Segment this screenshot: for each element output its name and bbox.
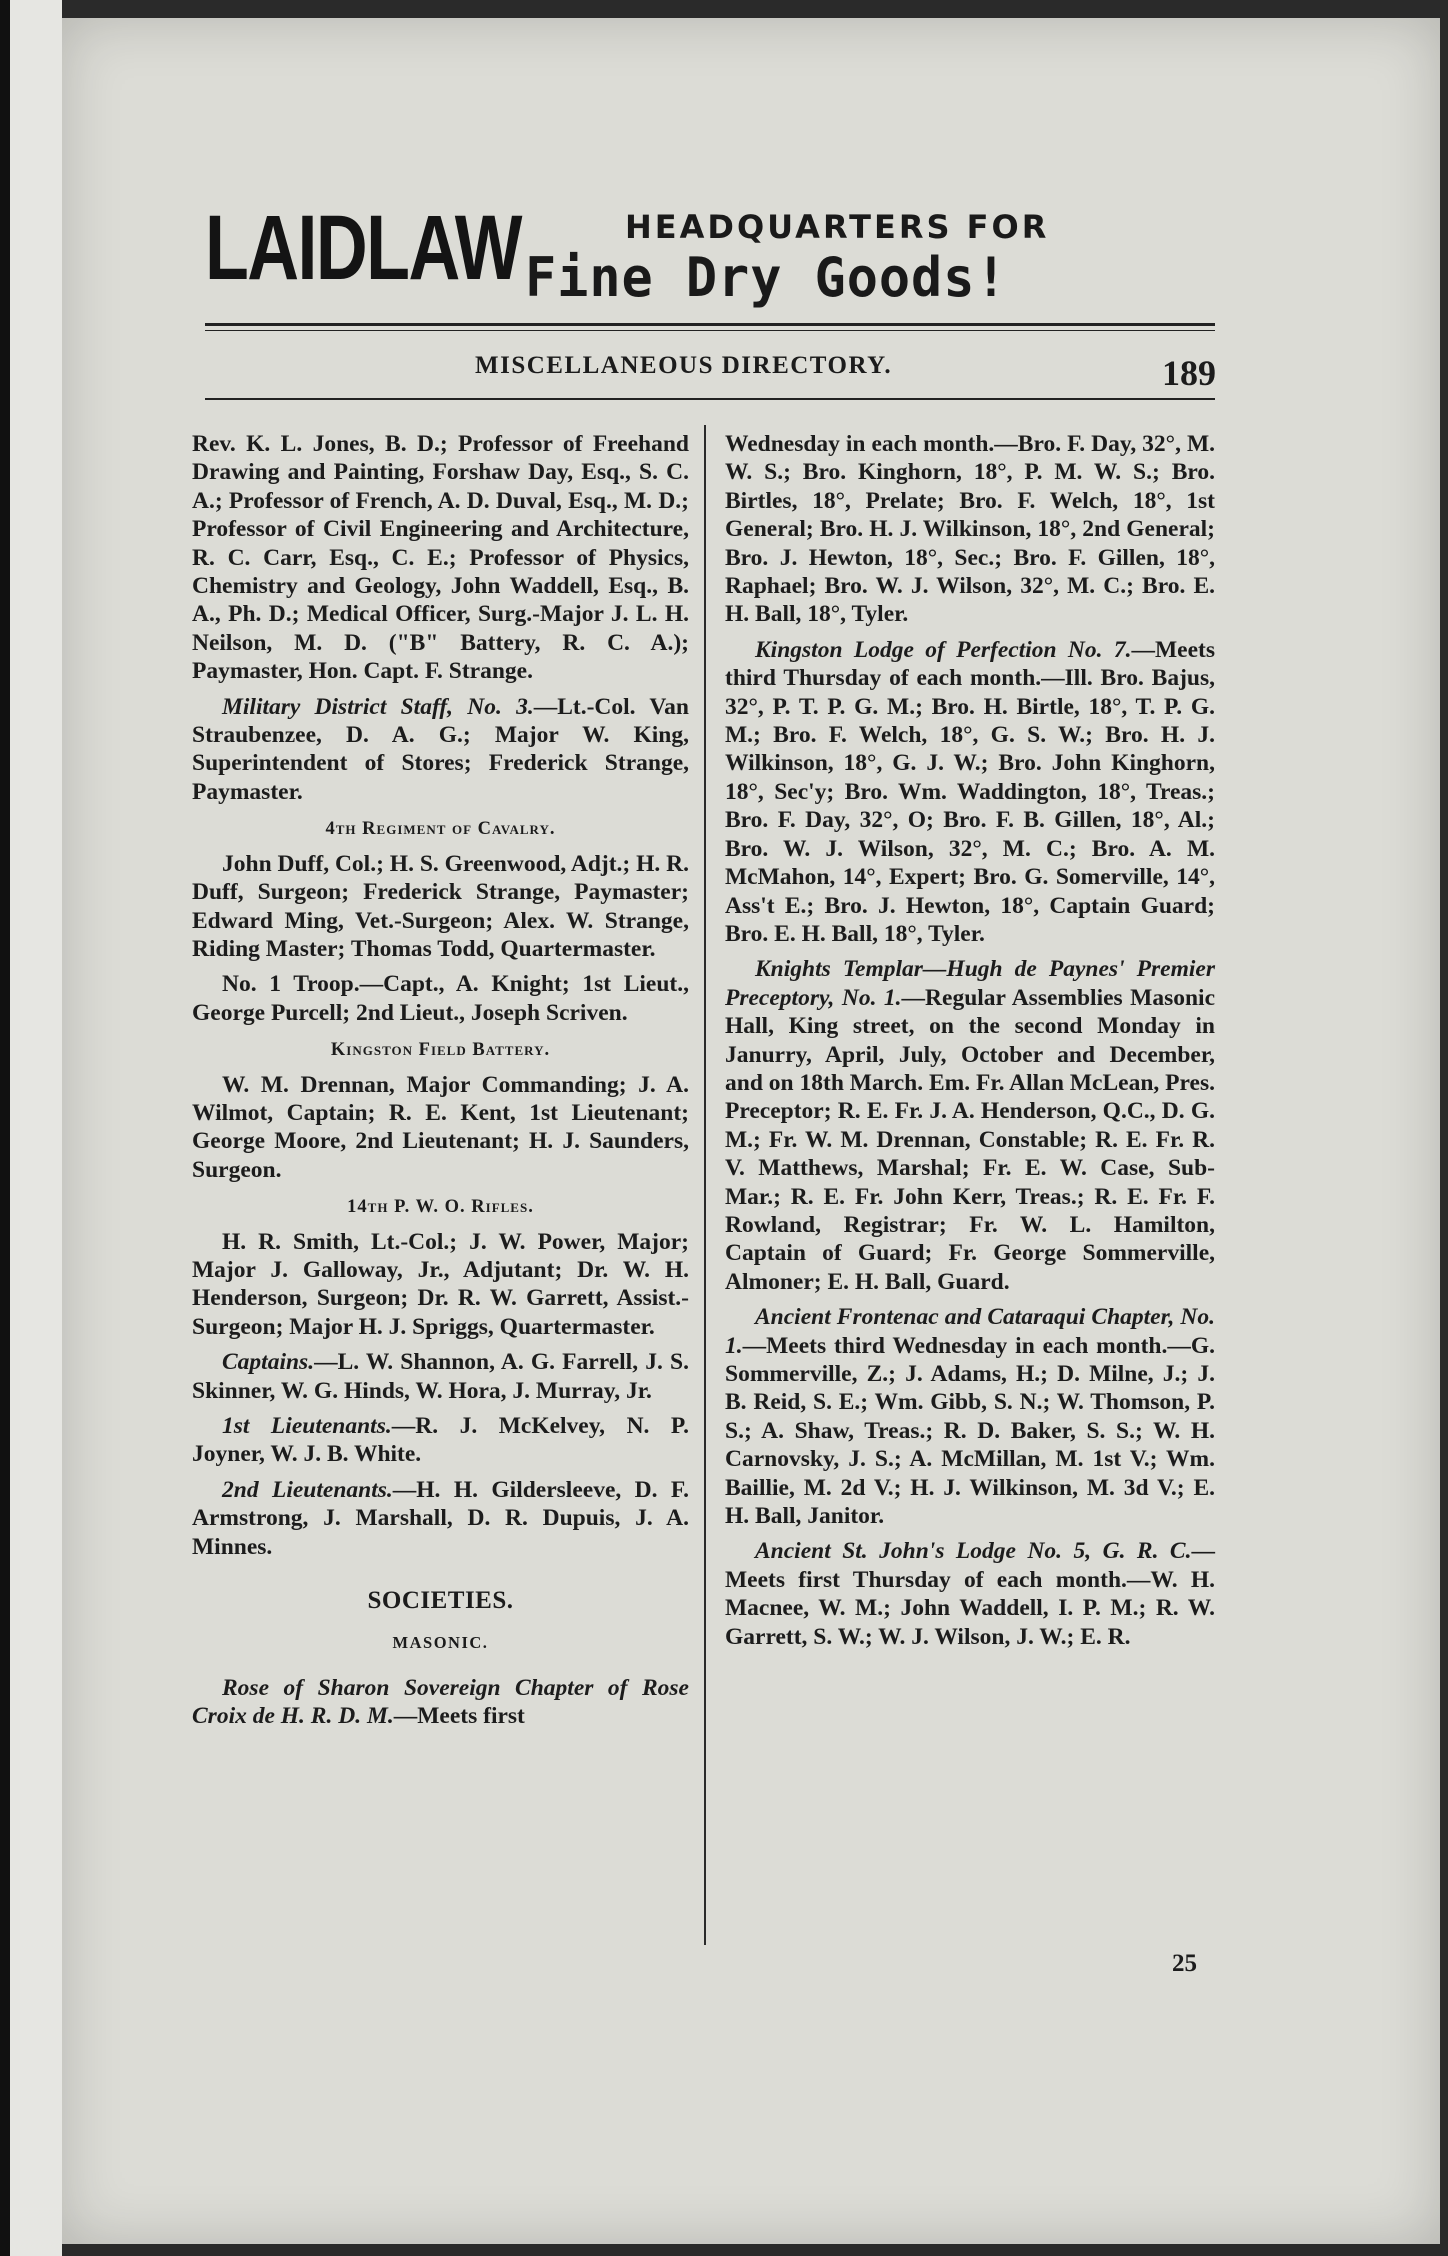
book-spine-edge <box>0 0 10 2256</box>
entry-title: Knights Templar—Hugh de Paynes' Premier Preceptory, No. 1. <box>725 956 1215 1011</box>
directory-entry <box>725 1537 1215 1651</box>
left-column <box>192 430 689 1738</box>
directory-entry: John Duff, Col.; H. S. Greenwood, Adjt.; H. R. Duff, Surgeon; Frederick Strange, Paymaster; Edward Ming, Vet.-Surgeon; Alex. W. Strange, Riding Master; Thomas Todd, Quartermaster. <box>192 850 689 962</box>
facing-page-edge <box>10 0 62 2256</box>
directory-entry <box>192 1348 689 1405</box>
entry-text: —Lt.-Col. Van Straubenzee, D. A. G.; Major W. King, Superintendent of Stores; Frederick Strange, Paymaster. <box>192 693 689 805</box>
ad-tagline-top: HEADQUARTERS FOR <box>625 208 1050 246</box>
entry-title: Ancient St. John's Lodge No. 5, G. R. C. <box>755 1538 1192 1565</box>
masonic-heading: MASONIC. <box>392 1633 489 1653</box>
header-rule-bottom <box>205 398 1215 400</box>
entry-text: —Regular Assemblies Masonic Hall, King street, on the second Monday in Janurry, April, July, October and December, and on 18th March. Em. Fr. Allan McLean, Pres. Preceptor; R. E. Fr. J. A. Henderson, Q.C., D. G. M.; Fr. W. M. Drennan, Constable; R. E. Fr. R. V. Matthews, Marshal; Fr. E. W. Case, Sub-Mar.; R. E. Fr. John Kerr, Treas.; R. E. Fr. F. Rowland, Registrar; Fr. W. L. Hamilton, Captain of Guard; Fr. George Sommerville, Almoner; E. H. Ball, Guard. <box>725 984 1215 1295</box>
directory-entry: Wednesday in each month.—Bro. F. Day, 32°, M. W. S.; Bro. Kinghorn, 18°, P. M. W. S.; Bro. Birtles, 18°, Prelate; Bro. F. Welch, 18°, 1st General; Bro. H. J. Wilkinson, 18°, 2nd General; Bro. J. Hewton, 18°, Sec.; Bro. F. Gillen, 18°, Raphael; Bro. W. J. Wilson, 32°, M. C.; Bro. E. H. Ball, 18°, Tyler. <box>725 431 1215 628</box>
entry-text: —L. W. Shannon, A. G. Farrell, J. S. Skinner, W. G. Hinds, W. Hora, J. Murray, Jr. <box>192 1349 689 1404</box>
societies-heading: SOCIETIES. <box>367 1587 514 1615</box>
directory-entry: Rev. K. L. Jones, B. D.; Professor of Freehand Drawing and Painting, Forshaw Day, Esq., S. C. A.; Professor of French, A. D. Duval, Esq., M. D.; Professor of Civil Engineering and Architecture, R. C. Carr, Esq., C. E.; Professor of Physics, Chemistry and Geology, John Waddell, Esq., B. A., Ph. D.; Medical Officer, Surg.-Major J. L. H. Neilson, M. D. ("B" Battery, R. C. A.); Paymaster, Hon. Capt. F. Strange. <box>192 431 689 685</box>
entry-title: 2nd Lieutenants. <box>222 1476 393 1503</box>
directory-entry <box>192 1412 689 1469</box>
entry-text: —Meets third Wednesday in each month.—G. Sommerville, Z.; J. Adams, H.; D. Milne, J.; J. B. Reid, S. E.; Wm. Gibb, S. N.; W. Thomson, P. S.; A. Shaw, Treas.; R. D. Baker, S. S.; W. H. Carnovsky, J. S.; A. McMillan, M. 1st V.; Wm. Baillie, M. 2d V.; H. J. Wilkinson, M. 3d V.; E. H. Ball, Janitor. <box>725 1332 1215 1530</box>
advertisement-banner <box>205 190 1215 309</box>
entry-text: —R. J. McKelvey, N. P. Joyner, W. J. B. White. <box>192 1413 689 1468</box>
running-head: MISCELLANEOUS DIRECTORY. <box>475 352 893 379</box>
directory-entry: W. M. Drennan, Major Commanding; J. A. Wilmot, Captain; R. E. Kent, 1st Lieutenant; George Moore, 2nd Lieutenant; H. J. Saunders, Surgeon. <box>192 1071 689 1183</box>
directory-entry: No. 1 Troop.—Capt., A. Knight; 1st Lieut., George Purcell; 2nd Lieut., Joseph Scriven. <box>192 971 689 1026</box>
ad-tagline-bottom: Fine Dry Goods! <box>525 246 1008 309</box>
directory-entry <box>192 693 689 807</box>
header-rule-top-thin <box>205 330 1215 331</box>
directory-entry <box>192 1674 689 1731</box>
directory-entry: H. R. Smith, Lt.-Col.; J. W. Power, Major; Major J. Galloway, Jr., Adjutant; Dr. W. H. Henderson, Surgeon; Dr. R. W. Garrett, Assist.-Surgeon; Major H. J. Spriggs, Quartermaster. <box>192 1228 689 1340</box>
entry-text: —Meets first Thursday of each month.—W. H. Macnee, W. M.; John Waddell, I. P. M.; R. W. Garrett, S. W.; W. J. Wilson, J. W.; E. R. <box>725 1538 1215 1650</box>
section-heading: 14th P. W. O. Rifles. <box>347 1197 534 1218</box>
entry-title: Kingston Lodge of Perfection No. 7. <box>755 636 1132 663</box>
section-heading: 4th Regiment of Cavalry. <box>325 819 556 840</box>
entry-text: —Meets third Thursday of each month.—Ill. Bro. Bajus, 32°, P. T. P. G. M.; Bro. H. Birtle, 18°, T. P. G. M.; Bro. F. Welch, 18°, G. S. W.; Bro. H. J. Wilkinson, 18°, G. J. W.; Bro. John Kinghorn, 18°, Sec'y; Bro. Wm. Waddington, 18°, Treas.; Bro. F. Day, 32°, O; Bro. F. B. Gillen, 18°, Al.; Bro. W. J. Wilson, 32°, M. C.; Bro. A. M. McMahon, 14°, Expert; Bro. G. Somerville, 14°, Ass't E.; Bro. J. Hewton, 18°, Captain Guard; Bro. E. H. Ball, 18°, Tyler. <box>725 636 1215 947</box>
signature-mark: 25 <box>1172 1950 1197 1977</box>
page-number: 189 <box>1162 353 1216 393</box>
directory-entry <box>725 1303 1215 1530</box>
entry-title: Military District Staff, No. 3. <box>222 693 534 720</box>
ad-brand-name: LAIDLAW <box>205 197 521 299</box>
entry-title: Captains. <box>222 1349 315 1376</box>
entry-text: —H. H. Gildersleeve, D. F. Armstrong, J. Marshall, D. R. Dupuis, J. A. Minnes. <box>192 1476 689 1560</box>
entry-text: —Meets first <box>393 1703 525 1730</box>
column-divider <box>704 425 706 1945</box>
header-rule-top <box>205 323 1215 326</box>
right-column <box>725 430 1215 1658</box>
section-heading: Kingston Field Battery. <box>330 1040 551 1061</box>
entry-title: Ancient Frontenac and Cataraqui Chapter, No. 1. <box>725 1304 1215 1359</box>
directory-entry <box>725 955 1215 1296</box>
directory-entry <box>192 1476 689 1561</box>
entry-title: 1st Lieutenants. <box>222 1413 392 1439</box>
entry-title: Rose of Sharon Sovereign Chapter of Rose Croix de H. R. D. M. <box>192 1674 689 1730</box>
directory-entry <box>725 636 1215 948</box>
